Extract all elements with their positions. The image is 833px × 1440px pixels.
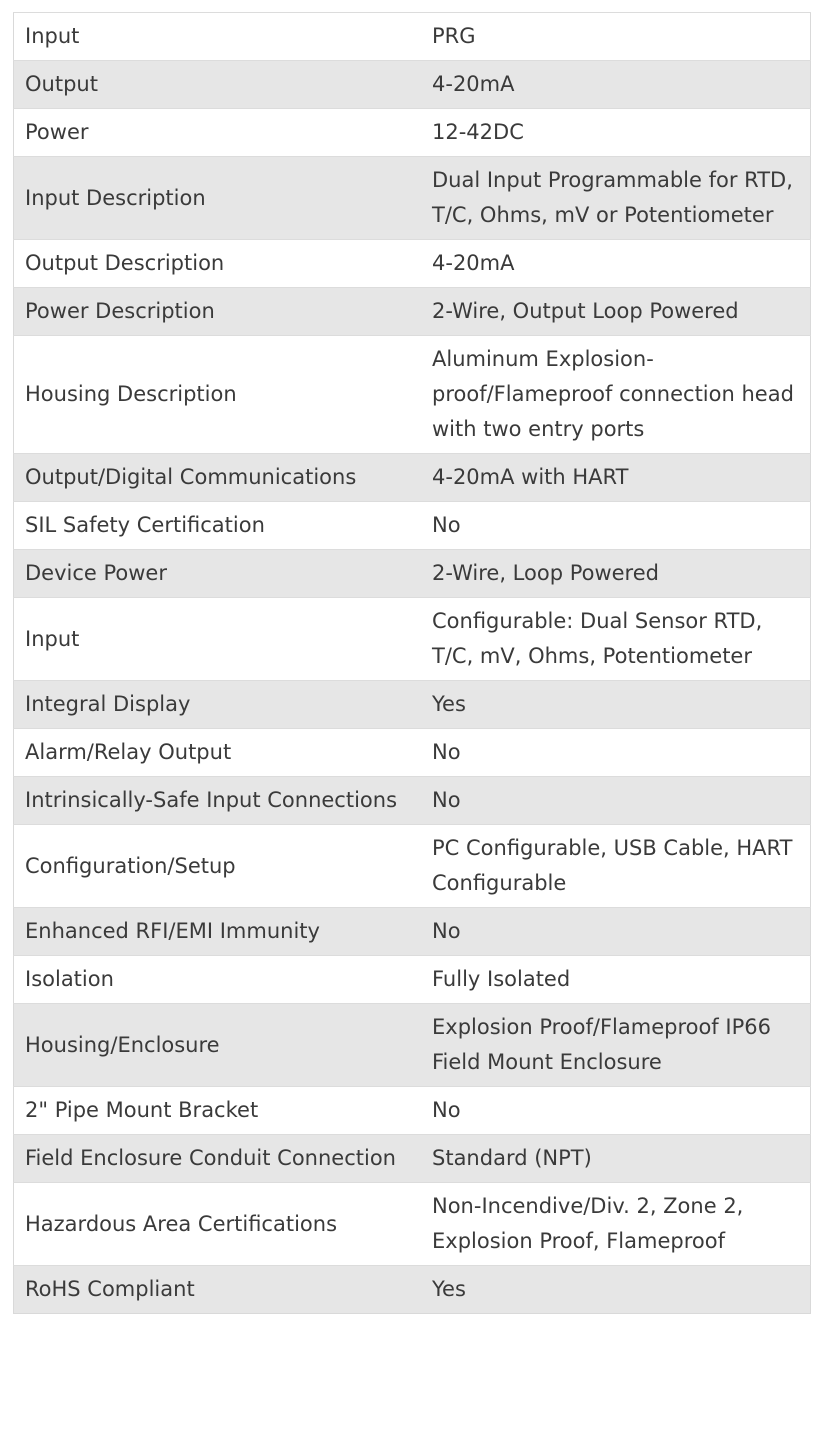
spec-row	[14, 1135, 811, 1183]
spec-value: No	[413, 502, 811, 550]
spec-label: Output Description	[14, 240, 414, 288]
spec-row	[14, 109, 811, 157]
spec-row	[14, 1004, 811, 1087]
spec-value: Configurable: Dual Sensor RTD, T/C, mV, Ohms, Potentiometer	[413, 598, 811, 681]
spec-label: Power Description	[14, 288, 414, 336]
spec-row	[14, 1183, 811, 1266]
spec-value: 12-42DC	[413, 109, 811, 157]
spec-value: No	[413, 908, 811, 956]
spec-value: Standard (NPT)	[413, 1135, 811, 1183]
spec-row	[14, 61, 811, 109]
spec-value: Non-Incendive/Div. 2, Zone 2, Explosion Proof, Flameproof	[413, 1183, 811, 1266]
spec-label: Power	[14, 109, 414, 157]
spec-value: 4-20mA	[413, 61, 811, 109]
spec-value: 2-Wire, Loop Powered	[413, 550, 811, 598]
spec-label: Integral Display	[14, 681, 414, 729]
spec-value: Yes	[413, 1266, 811, 1314]
spec-value: No	[413, 777, 811, 825]
spec-label: Housing/Enclosure	[14, 1004, 414, 1087]
spec-row	[14, 729, 811, 777]
spec-value: PC Configurable, USB Cable, HART Configurable	[413, 825, 811, 908]
spec-label: RoHS Compliant	[14, 1266, 414, 1314]
spec-label: Input Description	[14, 157, 414, 240]
specifications-table-body	[14, 13, 811, 1314]
specifications-table	[13, 12, 811, 1314]
spec-value: Aluminum Explosion-proof/Flameproof connection head with two entry ports	[413, 336, 811, 454]
spec-value: Explosion Proof/Flameproof IP66 Field Mount Enclosure	[413, 1004, 811, 1087]
spec-label: Output	[14, 61, 414, 109]
spec-row	[14, 157, 811, 240]
spec-label: Alarm/Relay Output	[14, 729, 414, 777]
spec-label: Configuration/Setup	[14, 825, 414, 908]
spec-row	[14, 681, 811, 729]
spec-label: Input	[14, 13, 414, 61]
spec-value: No	[413, 729, 811, 777]
spec-row	[14, 598, 811, 681]
spec-label: Housing Description	[14, 336, 414, 454]
spec-value: PRG	[413, 13, 811, 61]
spec-label: SIL Safety Certification	[14, 502, 414, 550]
spec-label: Input	[14, 598, 414, 681]
spec-row	[14, 825, 811, 908]
spec-value: 4-20mA	[413, 240, 811, 288]
spec-value: Dual Input Programmable for RTD, T/C, Ohms, mV or Potentiometer	[413, 157, 811, 240]
spec-value: 4-20mA with HART	[413, 454, 811, 502]
spec-row	[14, 336, 811, 454]
spec-row	[14, 777, 811, 825]
spec-label: Field Enclosure Conduit Connection	[14, 1135, 414, 1183]
spec-value: Fully Isolated	[413, 956, 811, 1004]
spec-row	[14, 288, 811, 336]
spec-row	[14, 502, 811, 550]
spec-row	[14, 956, 811, 1004]
spec-label: Enhanced RFI/EMI Immunity	[14, 908, 414, 956]
spec-row	[14, 908, 811, 956]
spec-label: Device Power	[14, 550, 414, 598]
spec-value: No	[413, 1087, 811, 1135]
spec-row	[14, 550, 811, 598]
spec-label: Hazardous Area Certifications	[14, 1183, 414, 1266]
spec-label: Isolation	[14, 956, 414, 1004]
spec-value: Yes	[413, 681, 811, 729]
spec-label: Output/Digital Communications	[14, 454, 414, 502]
spec-row	[14, 1266, 811, 1314]
spec-label: Intrinsically-Safe Input Connections	[14, 777, 414, 825]
spec-value: 2-Wire, Output Loop Powered	[413, 288, 811, 336]
spec-row	[14, 13, 811, 61]
spec-row	[14, 240, 811, 288]
spec-row	[14, 1087, 811, 1135]
spec-label: 2" Pipe Mount Bracket	[14, 1087, 414, 1135]
spec-row	[14, 454, 811, 502]
